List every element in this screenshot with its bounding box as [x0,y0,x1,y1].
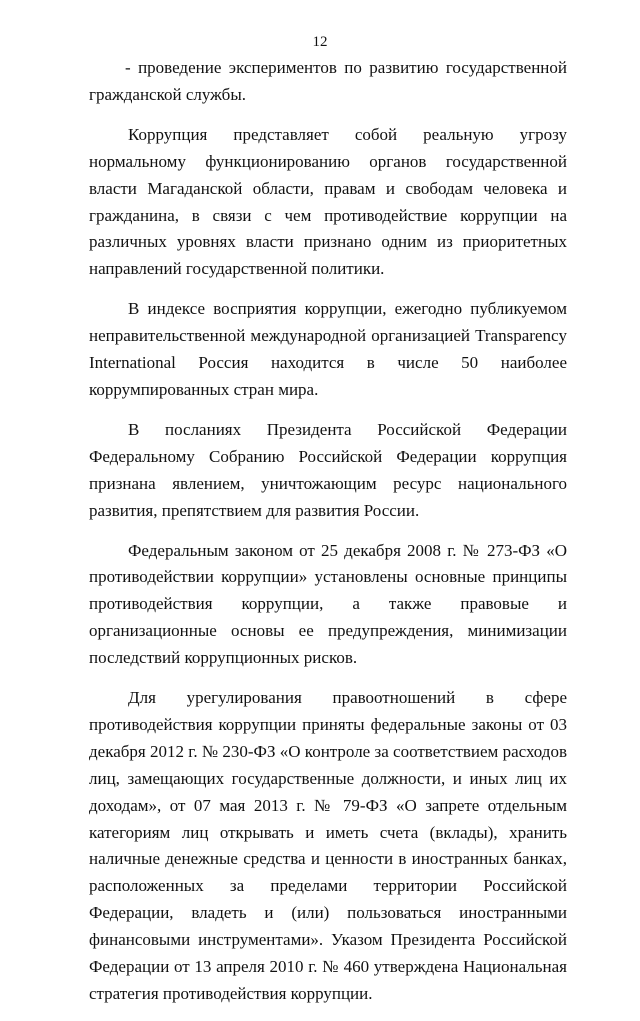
paragraph-corruption-threat: Коррупция представляет собой реальную угрозу нормальному функционированию органов государственной власти Магаданской области, правам и свободам человека и гражданина, в связи с чем противодействие коррупции на различных уровнях власти признано одним из приоритетных направлений государственной политики. [89,124,567,279]
paragraph-corruption-index: В индексе восприятия коррупции, ежегодно публикуемом неправительственной международной организацией Transparency International Россия находится в числе 50 наиболее коррумпированных стран мира. [89,299,567,399]
paragraph-civil-service-experiments: - проведение экспериментов по развитию государственной гражданской службы. [89,58,567,104]
paragraph-federal-laws-list: Для урегулирования правоотношений в сфере противодействия коррупции приняты федеральные законы от 03 декабря 2012 г. № 230-ФЗ «О контроле за соответствием расходов лиц, замещающих государственные должности, и иных лиц их доходам», от 07 мая 2013 г. № 79-ФЗ «О запрете отдельным категориям лиц открывать и иметь счета (вклады), хранить наличные денежные средства и ценности в иностранных банках, расположенных за пределами территории Российской Федерации, владеть и (или) пользоваться иностранными финансовыми инструментами». Указом Президента Российской Федерации от 13 апреля 2010 г. № 460 утверждена Национальная стратегия противодействия коррупции. [89,688,567,1003]
page-number: 12 [312,34,328,50]
document-body [89,55,567,1021]
paragraph-federal-law-273: Федеральным законом от 25 декабря 2008 г. № 273-ФЗ «О противодействии коррупции» установлены основные принципы противодействия коррупции, а также правовые и организационные основы ее предупреждения, минимизации последствий коррупционных рисков. [89,540,567,668]
paragraph-presidential-addresses: В посланиях Президента Российской Федерации Федеральному Собранию Российской Федерации коррупция признана явлением, уничтожающим ресурс национального развития, препятствием для развития России. [89,419,567,520]
